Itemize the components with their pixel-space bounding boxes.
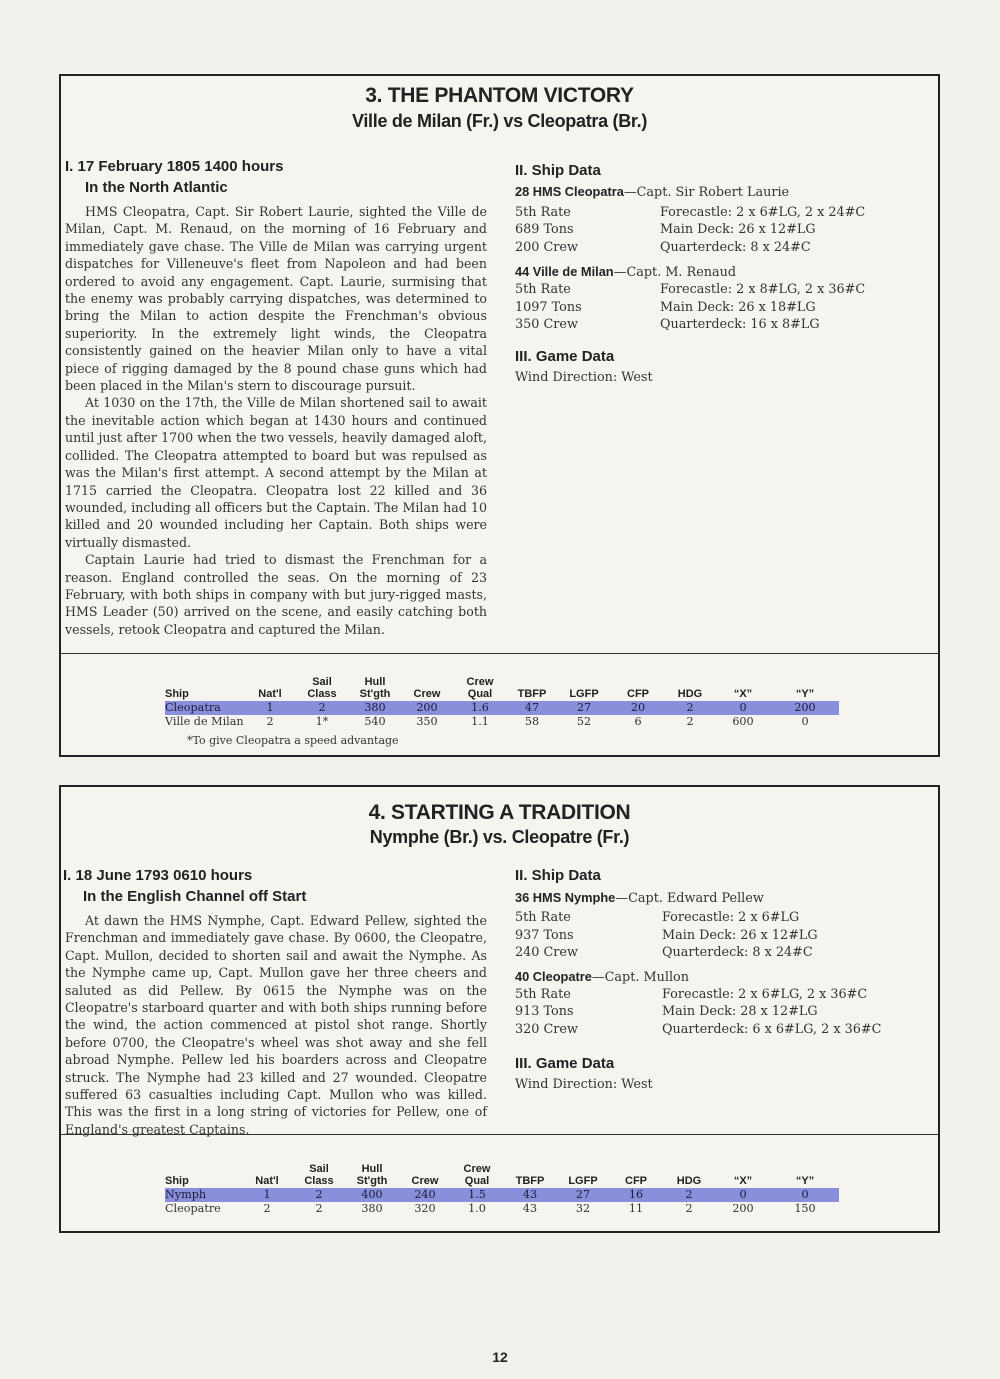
ship-a-main-deck: Main Deck: 26 x 12#LG bbox=[660, 222, 816, 237]
column-header-line: Nat'l bbox=[258, 688, 282, 700]
table-cell: 43 bbox=[522, 1202, 538, 1215]
column-header-line: Hull bbox=[364, 676, 386, 688]
ship-a-rate: 5th Rate bbox=[515, 205, 571, 220]
table-cell: 1 bbox=[241, 1188, 293, 1202]
table-cell: Nymph bbox=[165, 1188, 241, 1202]
table-cell: 2 bbox=[315, 1202, 323, 1215]
column-header-line: CFP bbox=[625, 1175, 647, 1187]
wind-direction: Wind Direction: West bbox=[515, 370, 653, 385]
column-header-line: LGFP bbox=[568, 1175, 598, 1187]
ship-b-forecastle: Forecastle: 2 x 8#LG, 2 x 36#C bbox=[660, 282, 866, 297]
column-header-line: TBFP bbox=[515, 1175, 545, 1187]
table-row bbox=[165, 715, 839, 729]
historical-narrative bbox=[65, 203, 487, 638]
column-header bbox=[611, 676, 665, 701]
table-cell: 11 bbox=[628, 1202, 644, 1215]
table-cell: 47 bbox=[507, 701, 557, 715]
section-1-location: In the English Channel off Start bbox=[83, 888, 307, 905]
ship-a-tons: 937 Tons bbox=[515, 928, 574, 943]
scenario-subtitle: Ville de Milan (Fr.) vs Cleopatra (Br.) bbox=[351, 111, 648, 131]
ship-stats-table bbox=[165, 1163, 839, 1216]
ship-b-captain: —Capt. Mullon bbox=[591, 970, 689, 985]
table-cell: 0 bbox=[715, 1188, 771, 1202]
column-header bbox=[401, 676, 453, 701]
divider bbox=[61, 1134, 938, 1135]
narrative-paragraph: At dawn the HMS Nymphe, Capt. Edward Pellew, sighted the Frenchman and immediately gave chase. By 0600, the Cleopatre, Capt. Mullon, decided to shorten sail and await the Nymphe. As the Nymphe came up, Capt. Mullon gave her three cheers and saluted as did Pellew. By 0615 the Nymphe was on the Cleopatre's starboard quarter and with both ships running before the wind, the action commenced at pistol shot range. Shortly before 0700, the Cleopatre's wheel was shot away and she fell abroad Nymphe. Pellew led his boarders across and Cleopatre struck. The Nymphe had 23 killed and 27 wounded. Cleopatre suffered 63 casualties including Capt. Mullon who was killed. This was the first in a long string of victories for Pellew, one of England's greatest Captains. bbox=[65, 913, 487, 1137]
column-header-line: Hull bbox=[361, 1163, 383, 1175]
ship-a-forecastle: Forecastle: 2 x 6#LG bbox=[662, 910, 800, 925]
table-cell: 27 bbox=[557, 701, 611, 715]
column-header bbox=[557, 676, 611, 701]
ship-b-main-deck: Main Deck: 26 x 18#LG bbox=[660, 300, 816, 315]
table-cell: 1 bbox=[245, 701, 295, 715]
table-cell: 1.0 bbox=[468, 1202, 486, 1215]
column-header-line: “X” bbox=[733, 1175, 753, 1187]
column-header bbox=[507, 676, 557, 701]
ship-a-name: 36 HMS Nymphe bbox=[515, 890, 616, 905]
ship-a-tons: 689 Tons bbox=[515, 222, 574, 237]
table-cell: 2 bbox=[663, 1188, 715, 1202]
table-cell: 20 bbox=[611, 701, 665, 715]
narrative-paragraph: HMS Cleopatra, Capt. Sir Robert Laurie, sighted the Ville de Milan, Capt. M. Renaud, on the morning of 16 February and immediately gave chase. The Ville de Milan was carrying urgent dispatches for Villeneuve's fleet from Napoleon and had been ordered to avoid any engagement. Capt. Laurie, surmising that the enemy was probably carrying dispatches, was determined to bring the Milan to action despite the Frenchman's obvious superiority. In the extremely light winds, the Cleopatra consistently gained on the heavier Milan only to have a vital piece of rigging damaged by the 8 pound chase guns which had been placed in the Milan's stern to discourage pursuit. bbox=[65, 204, 487, 394]
ship-b-header bbox=[515, 969, 689, 985]
table-row bbox=[165, 1188, 839, 1202]
table-cell: 58 bbox=[524, 715, 540, 728]
ship-b-rate: 5th Rate bbox=[515, 987, 571, 1002]
table-cell: Cleopatre bbox=[165, 1202, 221, 1215]
table-cell: 0 bbox=[771, 1188, 839, 1202]
column-header-line: Ship bbox=[165, 1175, 189, 1187]
column-header-line: Nat'l bbox=[255, 1175, 279, 1187]
column-header-line: Class bbox=[304, 1175, 334, 1187]
table-cell: 2 bbox=[295, 701, 349, 715]
table-cell: 32 bbox=[575, 1202, 591, 1215]
scenario-4-box bbox=[59, 785, 940, 1233]
table-cell: 52 bbox=[576, 715, 592, 728]
section-3-heading: III. Game Data bbox=[515, 348, 615, 365]
column-header-line: Qual bbox=[464, 1175, 490, 1187]
column-header-line: “X” bbox=[733, 688, 753, 700]
table-cell: 2 bbox=[686, 715, 694, 728]
table-cell: 1.6 bbox=[453, 701, 507, 715]
column-header bbox=[503, 1163, 557, 1188]
column-header bbox=[345, 1163, 399, 1188]
table-cell: 200 bbox=[732, 1202, 754, 1215]
ship-b-tons: 913 Tons bbox=[515, 1004, 574, 1019]
column-header-line: “Y” bbox=[795, 688, 815, 700]
column-header bbox=[665, 676, 715, 701]
table-cell: 380 bbox=[361, 1202, 383, 1215]
ship-b-captain: —Capt. M. Renaud bbox=[613, 265, 737, 280]
table-header-row bbox=[165, 1163, 839, 1188]
narrative-paragraph: At 1030 on the 17th, the Ville de Milan shortened sail to await the inevitable action which began at 1430 hours and continued until just after 1700 when the two vessels, heavily damaged aloft, collided. The Cleopatra attempted to board but was repulsed as was the Milan's first attempt. A second attempt by the Milan at 1715 carried the Cleopatra. Cleopatra lost 22 killed and 36 wounded, including all officers but the Captain. The Milan had 10 killed and 20 wounded including her Captain. Both ships were virtually dismasted. bbox=[65, 395, 487, 550]
column-header-line: TBFP bbox=[517, 688, 547, 700]
ship-a-main-deck: Main Deck: 26 x 12#LG bbox=[662, 928, 818, 943]
section-1-heading: I. 18 June 1793 0610 hours bbox=[63, 867, 253, 884]
table-cell: 0 bbox=[715, 701, 771, 715]
column-header-line: Crew bbox=[413, 688, 441, 700]
column-header bbox=[609, 1163, 663, 1188]
table-cell: 600 bbox=[732, 715, 754, 728]
table-cell: 200 bbox=[401, 701, 453, 715]
historical-narrative bbox=[65, 912, 487, 1138]
ship-a-quarterdeck: Quarterdeck: 8 x 24#C bbox=[660, 240, 811, 255]
column-header-line: St'gth bbox=[359, 688, 391, 700]
ship-b-crew: 320 Crew bbox=[515, 1022, 578, 1037]
table-cell: 200 bbox=[771, 701, 839, 715]
page-number: 12 bbox=[492, 1349, 508, 1365]
table-cell: 1.5 bbox=[451, 1188, 503, 1202]
column-header-line: Crew bbox=[466, 676, 494, 688]
ship-a-crew: 200 Crew bbox=[515, 240, 578, 255]
column-header bbox=[557, 1163, 609, 1188]
column-header-line: Sail bbox=[309, 1163, 329, 1175]
table-cell: 320 bbox=[414, 1202, 436, 1215]
table-cell: 43 bbox=[503, 1188, 557, 1202]
section-3-heading: III. Game Data bbox=[515, 1055, 615, 1072]
ship-b-crew: 350 Crew bbox=[515, 317, 578, 332]
scenario-3-box bbox=[59, 74, 940, 757]
table-cell: 1.1 bbox=[471, 715, 489, 728]
column-header-line: St'gth bbox=[356, 1175, 388, 1187]
ship-a-name: 28 HMS Cleopatra bbox=[515, 184, 624, 199]
table-cell: 240 bbox=[399, 1188, 451, 1202]
section-2-heading: II. Ship Data bbox=[515, 162, 601, 179]
table-cell: 0 bbox=[801, 715, 809, 728]
table-cell: 27 bbox=[557, 1188, 609, 1202]
table-cell: 2 bbox=[266, 715, 274, 728]
table-cell: 1* bbox=[315, 715, 329, 728]
column-header-line: CFP bbox=[627, 688, 649, 700]
ship-b-header bbox=[515, 264, 736, 280]
column-header-line: “Y” bbox=[795, 1175, 815, 1187]
ship-a-rate: 5th Rate bbox=[515, 910, 571, 925]
table-cell: 2 bbox=[263, 1202, 271, 1215]
wind-direction: Wind Direction: West bbox=[515, 1077, 653, 1092]
table-cell: 540 bbox=[364, 715, 386, 728]
table-row bbox=[165, 701, 839, 715]
column-header-line: Class bbox=[307, 688, 337, 700]
ship-a-header bbox=[515, 890, 764, 906]
column-header bbox=[451, 1163, 503, 1188]
column-header bbox=[453, 676, 507, 701]
column-header bbox=[295, 676, 349, 701]
ship-b-quarterdeck: Quarterdeck: 6 x 6#LG, 2 x 36#C bbox=[662, 1022, 882, 1037]
table-footnote: *To give Cleopatra a speed advantage bbox=[187, 734, 399, 747]
ship-b-name: 40 Cleopatre bbox=[515, 969, 592, 984]
column-header bbox=[715, 1163, 771, 1188]
column-header-line: Qual bbox=[467, 688, 493, 700]
column-header bbox=[399, 1163, 451, 1188]
column-header bbox=[165, 1163, 241, 1188]
ship-b-tons: 1097 Tons bbox=[515, 300, 582, 315]
table-cell: 380 bbox=[349, 701, 401, 715]
ship-a-quarterdeck: Quarterdeck: 8 x 24#C bbox=[662, 945, 813, 960]
table-cell: 150 bbox=[794, 1202, 816, 1215]
table-cell: 2 bbox=[685, 1202, 693, 1215]
column-header bbox=[771, 1163, 839, 1188]
table-cell: 350 bbox=[416, 715, 438, 728]
column-header bbox=[245, 676, 295, 701]
table-cell: 16 bbox=[609, 1188, 663, 1202]
narrative-paragraph: Captain Laurie had tried to dismast the Frenchman for a reason. England controlled the seas. On the morning of 23 February, with both ships in company with but jury-rigged masts, HMS Leader (50) arrived on the scene, and easily catching both vessels, retook Cleopatra and captured the Milan. bbox=[65, 552, 487, 637]
column-header-line: HDG bbox=[676, 1175, 702, 1187]
ship-a-header bbox=[515, 184, 789, 200]
column-header-line: Crew bbox=[411, 1175, 439, 1187]
ship-a-captain: —Capt. Edward Pellew bbox=[615, 891, 764, 906]
column-header-line: Sail bbox=[312, 676, 332, 688]
ship-b-name: 44 Ville de Milan bbox=[515, 264, 614, 279]
column-header-line: LGFP bbox=[569, 688, 599, 700]
section-2-heading: II. Ship Data bbox=[515, 867, 601, 884]
section-1-location: In the North Atlantic bbox=[85, 179, 228, 196]
column-header bbox=[293, 1163, 345, 1188]
table-cell: 2 bbox=[293, 1188, 345, 1202]
column-header bbox=[349, 676, 401, 701]
scenario-title: 3. THE PHANTOM VICTORY bbox=[365, 84, 634, 107]
ship-stats-table bbox=[165, 676, 839, 729]
column-header-line: Ship bbox=[165, 688, 189, 700]
column-header bbox=[771, 676, 839, 701]
table-cell: Ville de Milan bbox=[165, 715, 244, 728]
scenario-subtitle: Nymphe (Br.) vs. Cleopatre (Fr.) bbox=[369, 827, 630, 847]
ship-a-captain: —Capt. Sir Robert Laurie bbox=[623, 185, 790, 200]
column-header bbox=[165, 676, 245, 701]
table-cell: 400 bbox=[345, 1188, 399, 1202]
column-header bbox=[715, 676, 771, 701]
column-header-line: HDG bbox=[677, 688, 703, 700]
ship-b-forecastle: Forecastle: 2 x 6#LG, 2 x 36#C bbox=[662, 987, 868, 1002]
column-header-line: Crew bbox=[463, 1163, 491, 1175]
ship-a-crew: 240 Crew bbox=[515, 945, 578, 960]
table-cell: Cleopatra bbox=[165, 701, 245, 715]
section-1-heading: I. 17 February 1805 1400 hours bbox=[65, 158, 284, 175]
ship-b-quarterdeck: Quarterdeck: 16 x 8#LG bbox=[660, 317, 820, 332]
ship-b-rate: 5th Rate bbox=[515, 282, 571, 297]
table-header-row bbox=[165, 676, 839, 701]
divider bbox=[61, 653, 938, 654]
table-cell: 2 bbox=[665, 701, 715, 715]
table-cell: 6 bbox=[634, 715, 642, 728]
column-header bbox=[663, 1163, 715, 1188]
ship-b-main-deck: Main Deck: 28 x 12#LG bbox=[662, 1004, 818, 1019]
scenario-title: 4. STARTING A TRADITION bbox=[368, 801, 631, 824]
ship-a-forecastle: Forecastle: 2 x 6#LG, 2 x 24#C bbox=[660, 205, 866, 220]
table-row bbox=[165, 1202, 839, 1216]
column-header bbox=[241, 1163, 293, 1188]
